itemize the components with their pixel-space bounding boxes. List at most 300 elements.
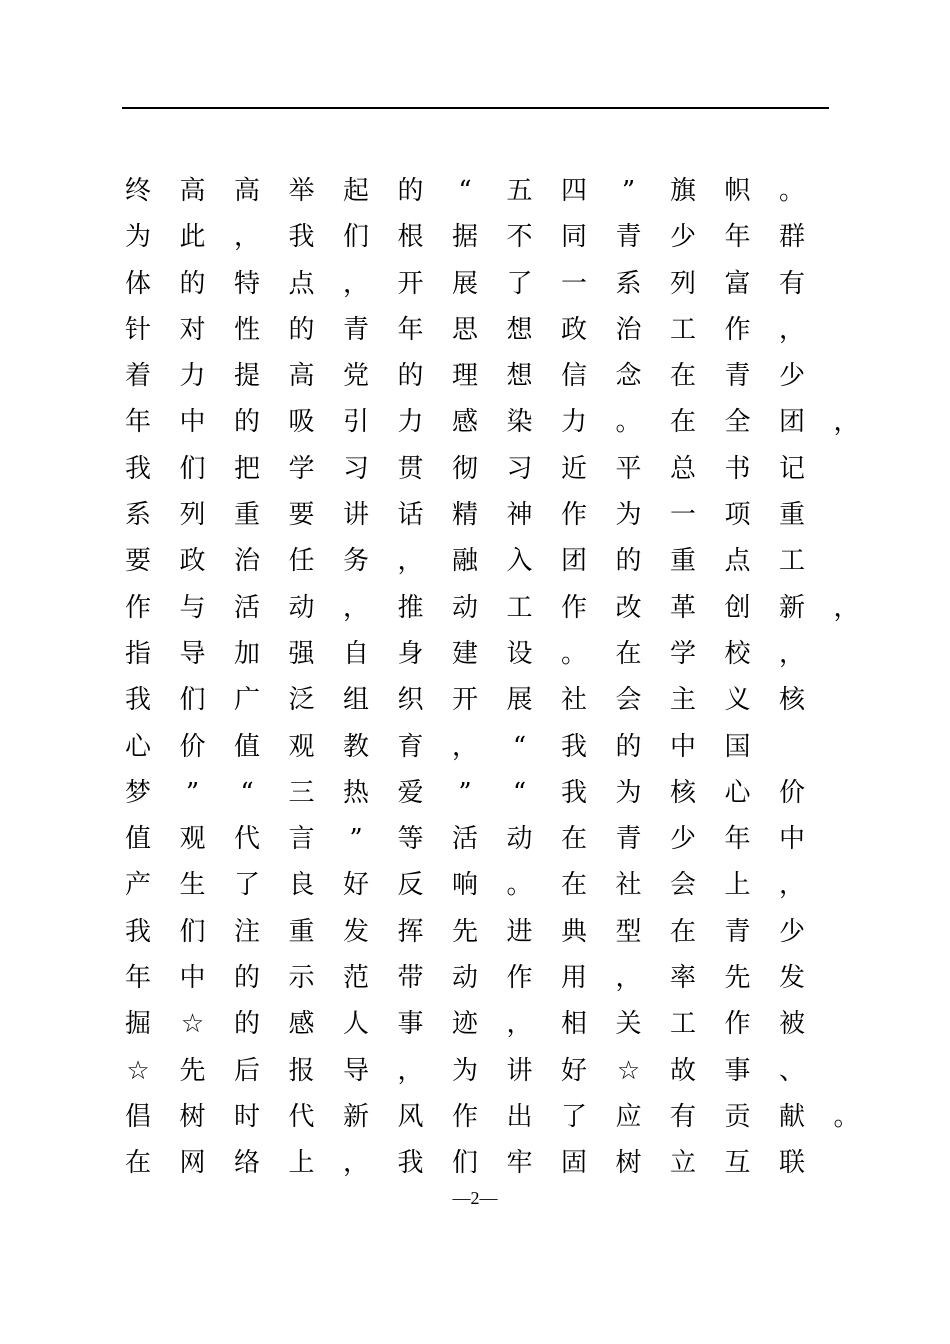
- text-char: ，: [451, 731, 478, 762]
- text-char: 据: [451, 222, 478, 253]
- text-char: 少: [778, 916, 805, 947]
- text-char: 在: [669, 361, 696, 392]
- text-char: 不: [506, 222, 533, 253]
- text-char: 响: [451, 870, 478, 901]
- text-char: 发: [778, 963, 805, 994]
- text-char: “: [240, 777, 254, 808]
- text-char: 良: [288, 870, 315, 901]
- text-char: 价: [179, 731, 206, 762]
- text-char: 讲: [506, 1055, 533, 1086]
- text-line: [124, 492, 854, 538]
- text-line: [124, 724, 854, 770]
- text-char: 义: [724, 685, 751, 716]
- text-char: 树: [615, 1148, 642, 1179]
- text-char: 在: [560, 870, 587, 901]
- text-char: 们: [342, 222, 369, 253]
- text-char: 发: [342, 916, 369, 947]
- text-char: 四: [560, 176, 587, 206]
- text-char: 举: [288, 176, 315, 206]
- text-char: 习: [342, 453, 369, 484]
- text-char: 报: [288, 1055, 315, 1086]
- text-char: 等: [397, 824, 424, 855]
- text-char: 社: [560, 685, 587, 716]
- text-char: 入: [506, 546, 533, 577]
- text-char: 进: [506, 916, 533, 947]
- text-char: 了: [560, 1101, 587, 1132]
- text-char: “: [512, 777, 527, 808]
- text-char: 应: [615, 1101, 642, 1132]
- text-char: 会: [669, 870, 696, 901]
- text-char: 把: [233, 453, 260, 484]
- text-char: 我: [124, 453, 151, 484]
- text-char: ，: [833, 407, 860, 438]
- text-char: 想: [506, 314, 533, 345]
- text-char: 年: [724, 222, 751, 253]
- text-char: 有: [778, 268, 805, 299]
- text-char: 展: [451, 268, 478, 299]
- text-char: 先: [451, 916, 478, 947]
- text-char: 出: [506, 1101, 533, 1132]
- text-char: 年: [724, 824, 751, 855]
- text-char: 团: [560, 546, 587, 577]
- text-char: 治: [615, 314, 642, 345]
- text-char: “: [512, 731, 527, 762]
- text-char: 少: [778, 361, 805, 392]
- text-char: 我: [124, 685, 151, 716]
- text-char: 。: [778, 176, 805, 206]
- text-char: 社: [615, 870, 642, 901]
- text-char: 牢: [506, 1148, 533, 1179]
- text-char: 的: [179, 268, 206, 299]
- text-char: 主: [669, 685, 696, 716]
- text-char: 话: [397, 500, 424, 531]
- text-char: 总: [669, 453, 696, 484]
- text-char: ，: [397, 1055, 424, 1086]
- text-char: 教: [342, 731, 369, 762]
- text-char: 挥: [397, 916, 424, 947]
- text-char: 活: [233, 592, 260, 623]
- text-line: [124, 631, 854, 677]
- text-char: 们: [179, 453, 206, 484]
- text-char: 新: [778, 592, 805, 623]
- text-char: 先: [179, 1055, 206, 1086]
- text-char: 三: [288, 777, 315, 808]
- text-char: 吸: [288, 407, 315, 438]
- text-char: 心: [124, 731, 151, 762]
- text-char: 我: [560, 731, 587, 762]
- text-char: 中: [179, 407, 206, 438]
- text-char: 平: [615, 453, 642, 484]
- text-char: ，: [615, 963, 642, 994]
- text-char: ，: [233, 222, 260, 253]
- text-char: 我: [124, 916, 151, 947]
- text-char: 上: [288, 1148, 315, 1179]
- text-char: 组: [342, 685, 369, 716]
- text-char: 信: [560, 361, 587, 392]
- text-char: ，: [778, 870, 805, 901]
- text-char: ，: [342, 592, 369, 623]
- text-char: 感: [288, 1009, 315, 1040]
- text-line: [124, 770, 854, 816]
- text-char: 生: [179, 870, 206, 901]
- text-char: 。: [560, 638, 587, 669]
- text-char: 值: [124, 824, 151, 855]
- text-line: [124, 168, 854, 214]
- text-char: 好: [560, 1055, 587, 1086]
- text-char: 旗: [669, 176, 696, 206]
- text-char: 会: [615, 685, 642, 716]
- text-char: 。: [833, 1101, 860, 1132]
- text-char: 融: [451, 546, 478, 577]
- text-char: 针: [124, 314, 151, 345]
- text-char: 作: [506, 963, 533, 994]
- text-char: 团: [778, 407, 805, 438]
- text-char: 树: [179, 1101, 206, 1132]
- text-char: 记: [778, 453, 805, 484]
- text-char: “: [458, 176, 472, 206]
- text-char: 动: [506, 824, 533, 855]
- text-char: 青: [724, 916, 751, 947]
- text-char: 型: [615, 916, 642, 947]
- text-char: 立: [669, 1148, 696, 1179]
- text-char: 了: [506, 268, 533, 299]
- text-char: 的: [615, 731, 642, 762]
- text-char: 少: [669, 824, 696, 855]
- text-char: 高: [233, 176, 260, 206]
- text-char: 为: [615, 777, 642, 808]
- text-char: 根: [397, 222, 424, 253]
- text-char: 中: [778, 824, 805, 855]
- text-char: 一: [669, 500, 696, 531]
- text-char: 与: [179, 592, 206, 623]
- text-char: 青: [615, 824, 642, 855]
- text-char: 习: [506, 453, 533, 484]
- text-char: 推: [397, 592, 424, 623]
- text-char: 重: [669, 546, 696, 577]
- text-char: 点: [724, 546, 751, 577]
- text-char: 、: [778, 1055, 805, 1086]
- text-char: 在: [124, 1148, 151, 1179]
- text-char: 重: [288, 916, 315, 947]
- text-char: 富: [724, 268, 751, 299]
- text-char: 革: [669, 592, 696, 623]
- text-char: 观: [179, 824, 206, 855]
- text-char: 作: [451, 1101, 478, 1132]
- text-char: 。: [506, 870, 533, 901]
- text-char: 相: [560, 1009, 587, 1040]
- text-line: [124, 816, 854, 862]
- text-char: 近: [560, 453, 587, 484]
- text-char: 党: [342, 361, 369, 392]
- text-char: 动: [451, 963, 478, 994]
- text-char: 观: [288, 731, 315, 762]
- text-char: 设: [506, 638, 533, 669]
- text-char: 风: [397, 1101, 424, 1132]
- text-char: 体: [124, 268, 151, 299]
- text-char: 代: [288, 1101, 315, 1132]
- text-char: 力: [397, 407, 424, 438]
- text-line: [124, 1140, 854, 1186]
- text-char: 倡: [124, 1101, 151, 1132]
- text-char: 工: [669, 1009, 696, 1040]
- text-char: 时: [233, 1101, 260, 1132]
- text-char: 特: [233, 268, 260, 299]
- text-char: 作: [724, 314, 751, 345]
- text-char: 青: [724, 361, 751, 392]
- text-char: 展: [506, 685, 533, 716]
- text-char: ”: [458, 777, 472, 808]
- text-char: 校: [724, 638, 751, 669]
- text-char: 群: [778, 222, 805, 253]
- text-char: 精: [451, 500, 478, 531]
- text-char: 被: [778, 1009, 805, 1040]
- text-char: 中: [179, 963, 206, 994]
- text-line: [124, 585, 860, 631]
- text-char: 感: [451, 407, 478, 438]
- text-char: 政: [179, 546, 206, 577]
- text-char: 在: [560, 824, 587, 855]
- text-char: 互: [724, 1148, 751, 1179]
- text-char: 高: [179, 176, 206, 206]
- text-char: 务: [342, 546, 369, 577]
- text-char: ”: [185, 777, 200, 808]
- text-char: 好: [342, 870, 369, 901]
- body-text: [124, 168, 860, 1187]
- text-char: 作: [724, 1009, 751, 1040]
- text-char: 们: [451, 1148, 478, 1179]
- text-char: 后: [233, 1055, 260, 1086]
- text-char: 系: [124, 500, 151, 531]
- header-rule: [122, 107, 829, 109]
- text-char: 的: [288, 314, 315, 345]
- text-line: [124, 353, 854, 399]
- text-char: 人: [342, 1009, 369, 1040]
- text-char: 事: [397, 1009, 424, 1040]
- text-char: 自: [342, 638, 369, 669]
- text-char: 神: [506, 500, 533, 531]
- text-char: 此: [179, 222, 206, 253]
- text-char: ，: [342, 268, 369, 299]
- text-line: [124, 307, 854, 353]
- text-char: 导: [342, 1055, 369, 1086]
- text-char: 泛: [288, 685, 315, 716]
- text-char: 迹: [451, 1009, 478, 1040]
- text-char: 工: [506, 592, 533, 623]
- text-char: ”: [349, 824, 363, 855]
- text-char: 产: [124, 870, 151, 901]
- text-char: ☆: [616, 1055, 641, 1086]
- text-char: 事: [724, 1055, 751, 1086]
- text-char: 育: [397, 731, 424, 762]
- text-char: 献: [778, 1101, 805, 1132]
- text-char: 示: [288, 963, 315, 994]
- text-char: 年: [397, 314, 424, 345]
- text-char: 治: [233, 546, 260, 577]
- text-char: 为: [615, 500, 642, 531]
- text-char: 创: [724, 592, 751, 623]
- text-char: 的: [233, 963, 260, 994]
- text-char: 五: [506, 176, 533, 206]
- text-char: 核: [778, 685, 805, 716]
- text-char: 范: [342, 963, 369, 994]
- text-char: 项: [724, 500, 751, 531]
- text-char: 一: [560, 268, 587, 299]
- text-char: 带: [397, 963, 424, 994]
- text-char: 为: [124, 222, 151, 253]
- text-char: 重: [233, 500, 260, 531]
- text-char: 在: [669, 916, 696, 947]
- text-char: 开: [451, 685, 478, 716]
- text-char: 梦: [124, 777, 151, 808]
- text-line: [124, 399, 860, 445]
- text-char: 新: [342, 1101, 369, 1132]
- text-char: 书: [724, 453, 751, 484]
- text-char: 们: [179, 685, 206, 716]
- text-char: 要: [124, 546, 151, 577]
- text-char: 了: [233, 870, 260, 901]
- text-char: 全: [724, 407, 751, 438]
- text-char: 们: [179, 916, 206, 947]
- text-char: 关: [615, 1009, 642, 1040]
- text-char: ☆: [126, 1055, 150, 1086]
- text-char: 对: [179, 314, 206, 345]
- text-char: 年: [124, 407, 151, 438]
- text-char: 帜: [724, 176, 751, 206]
- text-char: 的: [615, 546, 642, 577]
- text-char: 想: [506, 361, 533, 392]
- text-line: [124, 1048, 854, 1094]
- text-char: ，: [342, 1148, 369, 1179]
- text-char: 青: [342, 314, 369, 345]
- text-line: [124, 677, 854, 723]
- text-char: 要: [288, 500, 315, 531]
- text-char: 。: [615, 407, 642, 438]
- text-char: 作: [560, 500, 587, 531]
- text-char: 贡: [724, 1101, 751, 1132]
- text-char: 为: [451, 1055, 478, 1086]
- text-char: 列: [179, 500, 206, 531]
- text-char: 同: [560, 222, 587, 253]
- text-char: 我: [560, 777, 587, 808]
- text-char: 心: [724, 777, 751, 808]
- text-char: 值: [233, 731, 260, 762]
- text-line: [124, 909, 854, 955]
- text-char: 列: [669, 268, 696, 299]
- text-line: [124, 214, 854, 260]
- text-char: 我: [288, 222, 315, 253]
- text-char: 活: [451, 824, 478, 855]
- text-char: 力: [560, 407, 587, 438]
- text-char: ，: [397, 546, 424, 577]
- text-char: 故: [669, 1055, 696, 1086]
- text-char: ”: [621, 176, 636, 206]
- text-char: 指: [124, 638, 151, 669]
- text-char: 开: [397, 268, 424, 299]
- text-char: 有: [669, 1101, 696, 1132]
- text-char: 政: [560, 314, 587, 345]
- text-char: 上: [724, 870, 751, 901]
- text-line: [124, 955, 854, 1001]
- text-char: 核: [669, 777, 696, 808]
- text-char: 率: [669, 963, 696, 994]
- text-char: 任: [288, 546, 315, 577]
- text-char: 言: [288, 824, 315, 855]
- text-char: 联: [778, 1148, 805, 1179]
- text-char: 力: [179, 361, 206, 392]
- text-char: 用: [560, 963, 587, 994]
- text-char: ☆: [180, 1009, 205, 1040]
- text-char: 导: [179, 638, 206, 669]
- text-char: 终: [124, 176, 151, 206]
- text-char: 学: [669, 638, 696, 669]
- text-line: [124, 538, 854, 584]
- text-char: 改: [615, 592, 642, 623]
- text-char: 着: [124, 361, 151, 392]
- text-char: 彻: [451, 453, 478, 484]
- text-char: 先: [724, 963, 751, 994]
- text-char: 价: [778, 777, 805, 808]
- text-line: [124, 1094, 860, 1140]
- text-char: 高: [288, 361, 315, 392]
- text-char: 身: [397, 638, 424, 669]
- text-char: 广: [233, 685, 260, 716]
- text-char: 的: [233, 1009, 260, 1040]
- text-line: [124, 261, 854, 307]
- text-char: 少: [669, 222, 696, 253]
- text-line: [124, 862, 854, 908]
- text-char: 性: [233, 314, 260, 345]
- text-char: 热: [342, 777, 369, 808]
- text-char: 动: [451, 592, 478, 623]
- text-char: 引: [342, 407, 369, 438]
- text-char: 掘: [124, 1009, 151, 1040]
- text-char: 工: [778, 546, 805, 577]
- text-char: 建: [451, 638, 478, 669]
- text-char: 在: [615, 638, 642, 669]
- text-char: 染: [506, 407, 533, 438]
- text-char: 在: [669, 407, 696, 438]
- text-char: ，: [778, 638, 805, 669]
- text-char: 国: [724, 731, 751, 762]
- text-char: ，: [778, 314, 805, 345]
- text-char: 作: [124, 592, 151, 623]
- text-char: 青: [615, 222, 642, 253]
- text-char: 点: [288, 268, 315, 299]
- text-char: 讲: [342, 500, 369, 531]
- text-char: 代: [233, 824, 260, 855]
- text-char: 系: [615, 268, 642, 299]
- text-char: 典: [560, 916, 587, 947]
- text-char: 注: [233, 916, 260, 947]
- text-char: 作: [560, 592, 587, 623]
- text-char: 动: [288, 592, 315, 623]
- text-char: 加: [233, 638, 260, 669]
- text-char: ，: [506, 1009, 533, 1040]
- text-char: 中: [669, 731, 696, 762]
- text-char: 的: [233, 407, 260, 438]
- text-char: 理: [451, 361, 478, 392]
- text-char: 反: [397, 870, 424, 901]
- text-char: 的: [397, 361, 424, 392]
- text-char: 思: [451, 314, 478, 345]
- text-char: 重: [778, 500, 805, 531]
- text-char: 起: [342, 176, 369, 206]
- text-char: 的: [397, 176, 424, 206]
- text-char: 提: [233, 361, 260, 392]
- text-char: 念: [615, 361, 642, 392]
- text-char: 我: [397, 1148, 424, 1179]
- text-char: 网: [179, 1148, 206, 1179]
